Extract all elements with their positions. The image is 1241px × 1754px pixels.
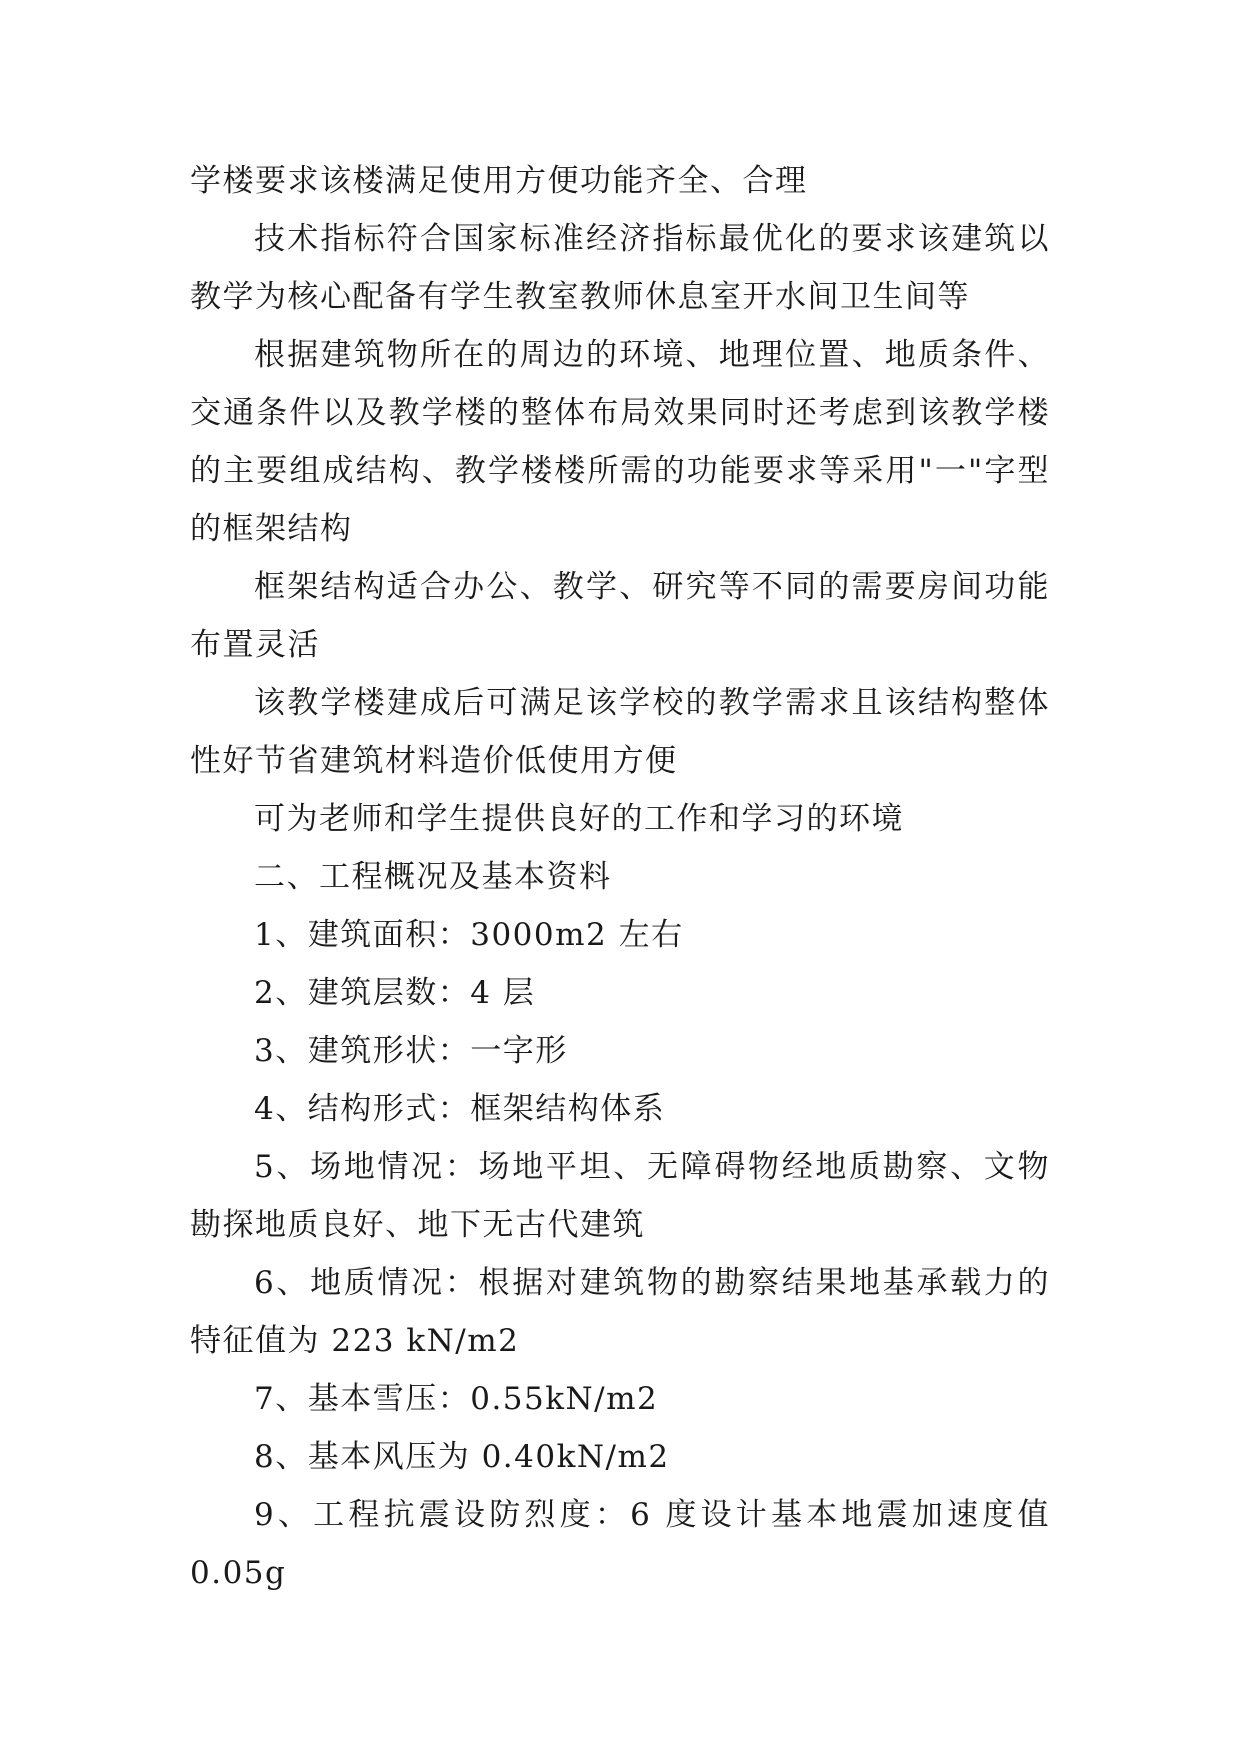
list-item-floors: 2、建筑层数：4 层 [254, 975, 536, 1011]
list-item-site: 5、场地情况：场地平坦、无障碍物经地质勘察、文物勘探地质良好、地下无古代建筑 [190, 1149, 1050, 1243]
paragraph-frame-structure: 框架结构适合办公、教学、研究等不同的需要房间功能布置灵活 [190, 569, 1050, 663]
paragraph-environment: 可为老师和学生提供良好的工作和学习的环境 [254, 801, 904, 837]
section-heading: 二、工程概况及基本资料 [254, 859, 612, 895]
paragraph-benefits: 该教学楼建成后可满足该学校的教学需求且该结构整体性好节省建筑材料造价低使用方便 [190, 685, 1050, 779]
list-item-wind-pressure: 8、基本风压为 0.40kN/m2 [254, 1439, 670, 1475]
list-item-shape: 3、建筑形状：一字形 [254, 1033, 568, 1069]
paragraph-technical-indicators: 技术指标符合国家标准经济指标最优化的要求该建筑以教学为核心配备有学生教室教师休息室开水间卫生间等 [190, 221, 1050, 315]
list-item-seismic: 9、工程抗震设防烈度：6 度设计基本地震加速度值 0.05g [190, 1497, 1050, 1591]
list-item-area: 1、建筑面积：3000m2 左右 [254, 917, 684, 953]
list-item-geology: 6、地质情况：根据对建筑物的勘察结果地基承载力的特征值为 223 kN/m2 [190, 1265, 1050, 1359]
list-item-snow-pressure: 7、基本雪压：0.55kN/m2 [254, 1381, 659, 1417]
paragraph-continuation: 学楼要求该楼满足使用方便功能齐全、合理 [190, 163, 808, 199]
list-item-structure: 4、结构形式：框架结构体系 [254, 1091, 666, 1127]
paragraph-site-considerations: 根据建筑物所在的周边的环境、地理位置、地质条件、交通条件以及教学楼的整体布局效果同时还考虑到该教学楼的主要组成结构、教学楼楼所需的功能要求等采用"一"字型的框架结构 [190, 337, 1050, 547]
document-body [190, 152, 1050, 1602]
